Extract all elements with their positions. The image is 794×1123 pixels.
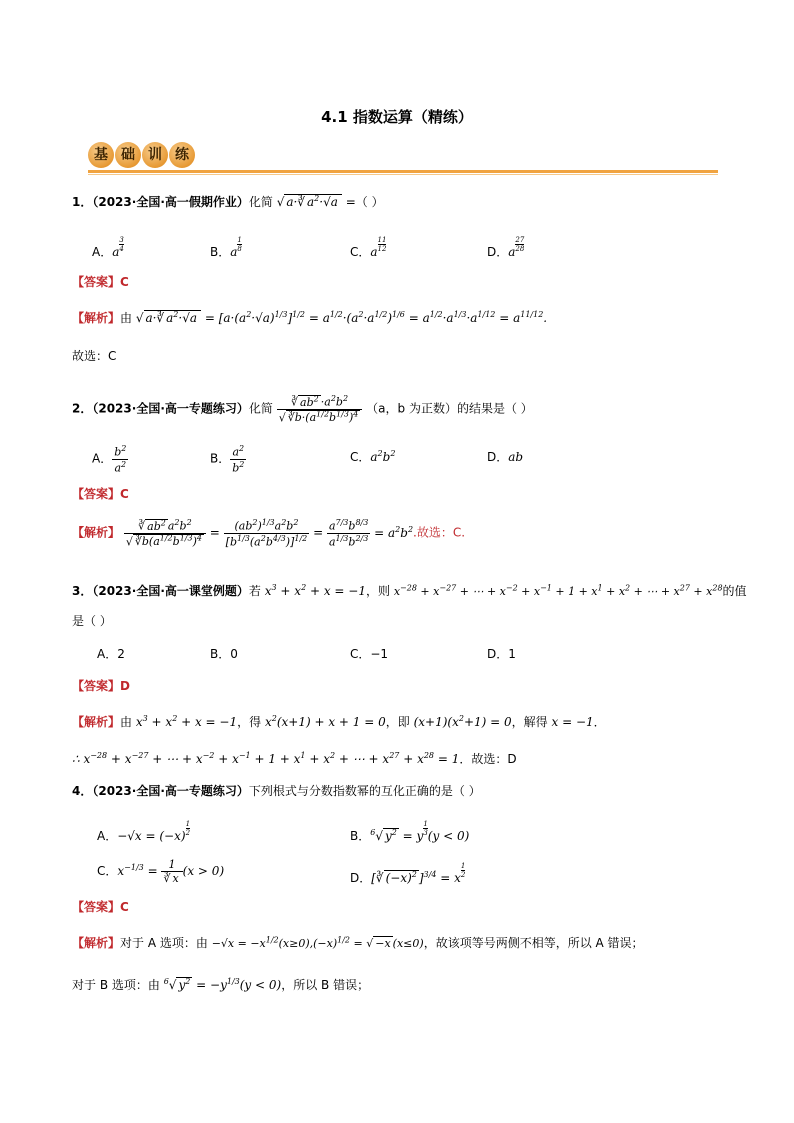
q2-option-b: B． $\frac{a^2}{b^2}$ bbox=[210, 444, 245, 475]
q3-option-a: A．2 bbox=[97, 647, 125, 661]
q1-conclusion: 故选：C bbox=[72, 349, 117, 363]
banner-char: 训 bbox=[142, 142, 168, 168]
q4-analysis-b: 对于 B 选项：由 $^6$√ $y^2 = -y^{1/3}(y < 0)$，所以 B 错误； bbox=[72, 977, 370, 992]
q1-expression: √ a·∛ $a^2\cdot√a$ bbox=[277, 194, 342, 209]
q4-answer: 【答案】C bbox=[72, 900, 129, 914]
banner-char: 练 bbox=[169, 142, 195, 168]
q1-answer: 【答案】C bbox=[72, 275, 129, 289]
q3-conclusion: ∴ $x^{-28} + x^{-27}$ + ⋯ + $x^{-2} + x^{-1} + 1 + x^1 + x^2$ + ⋯ + $x^{27} + x^{28} = 1$．故选：D bbox=[72, 751, 517, 766]
q2-option-d: D．ab bbox=[487, 450, 524, 464]
q2-option-c: C．$a^2b^2$ bbox=[350, 449, 396, 464]
q4-option-a: A．−√x = (−x) $\frac{1}{2}$ bbox=[97, 820, 191, 843]
page-title: 4.1 指数运算（精练） bbox=[321, 108, 473, 126]
q3-analysis: 【解析】由 $x^3 + x^2 + x = -1$，得 $x^2(x+1) + x + 1 = 0$，即 $(x+1)(x^2+1) = 0$，解得 x = −1． bbox=[72, 714, 606, 729]
q4-option-d: D．[∛ $(-x)^2$ ]$^{3/4}$ = x $\frac{1}{2}$ bbox=[350, 862, 466, 885]
question-2-stem: 2．（2023·全国·高一专题练习）化简 $\frac{∛ ab^2 \cdot a^2b^2}{√ ∛b\cdot(a^{1/2}b^{1/3})^4}$ （a，b 为正数）的结果是（ ） bbox=[72, 394, 533, 425]
q1-option-d: D．a $\frac{27}{28}$ bbox=[487, 236, 525, 259]
q2-analysis: 【解析】 $\frac{∛ ab^2 a^2b^2}{√ ∛b(a^{1/2}b^{1/3})^4}$ = $\frac{(ab^2)^{1/3}a^2b^2}{[b^{1/3}(a^2b^{4/3})]^{1/2}}$ = $\frac{a^{7/3}b^{8/3}}{a^{1/3}b^{2/3}}$ = $a^2b^2$.故选：C. bbox=[72, 518, 466, 549]
q2-answer: 【答案】C bbox=[72, 487, 129, 501]
section-divider bbox=[88, 170, 718, 173]
q1-analysis: 【解析】由 √ a·∛ $a^2\cdot√a = [a\cdot(a^2\cdot√a)^{1/3}]^{1/2} = a^{1/2}\cdot(a^2\cdot a^{1/2})^{1/6} = a^{1/2}\cdot a^{1/3}\cdot a^{1/12} = a^{11/12}$. bbox=[72, 310, 548, 325]
q4-option-c: C．$x^{-1/3}$ = $\frac{1}{∛ x}$ (x > 0) bbox=[97, 858, 225, 885]
question-1-stem: 1．（2023·全国·高一假期作业）化简 √ a·∛ $a^2\cdot√a$ =（ ） bbox=[72, 194, 384, 209]
q4-analysis-a: 【解析】对于 A 选项：由 $-√x = -x^{1/2}(x\ge 0),(-x)^{1/2}$ = √ −x (x≤0)，故该项等号两侧不相等，所以 A 错误； bbox=[72, 935, 644, 950]
q1-option-c: C．a $\frac{11}{12}$ bbox=[350, 236, 387, 259]
section-banner bbox=[88, 142, 196, 168]
q2-option-a: A． $\frac{b^2}{a^2}$ bbox=[92, 444, 127, 475]
q3-option-d: D．1 bbox=[487, 647, 516, 661]
banner-char: 础 bbox=[115, 142, 141, 168]
question-4-stem: 4．（2023·全国·高一专题练习）下列根式与分数指数幂的互化正确的是（ ） bbox=[72, 784, 481, 798]
q1-option-a: A．a $\frac{3}{4}$ bbox=[92, 236, 124, 259]
q2-expression: $\frac{∛ ab^2 \cdot a^2b^2}{√ ∛b\cdot(a^{1/2}b^{1/3})^4}$ bbox=[277, 394, 363, 424]
q3-option-b: B．0 bbox=[210, 647, 238, 661]
q3-option-c: C．−1 bbox=[350, 647, 389, 661]
q1-option-b: B．a $\frac{1}{8}$ bbox=[210, 236, 242, 259]
banner-char: 基 bbox=[88, 142, 114, 168]
question-3-stem: 3．（2023·全国·高一课堂例题）若 $x^3 + x^2 + x = -1$，则 $x^{-28} + x^{-27}$ + ⋯ + $x^{-2} + x^{-1} + 1 + x^1 + x^2$ + ⋯ + $x^{27} + x^{28}$的值 bbox=[72, 583, 747, 598]
q3-answer: 【答案】D bbox=[72, 679, 130, 693]
q4-option-b: B．$^6$√ $y^2 = y$ $\frac{1}{3}(y < 0)$ bbox=[350, 820, 470, 843]
question-3-stem-cont: 是（ ） bbox=[72, 614, 112, 628]
section-divider-thin bbox=[88, 174, 718, 175]
